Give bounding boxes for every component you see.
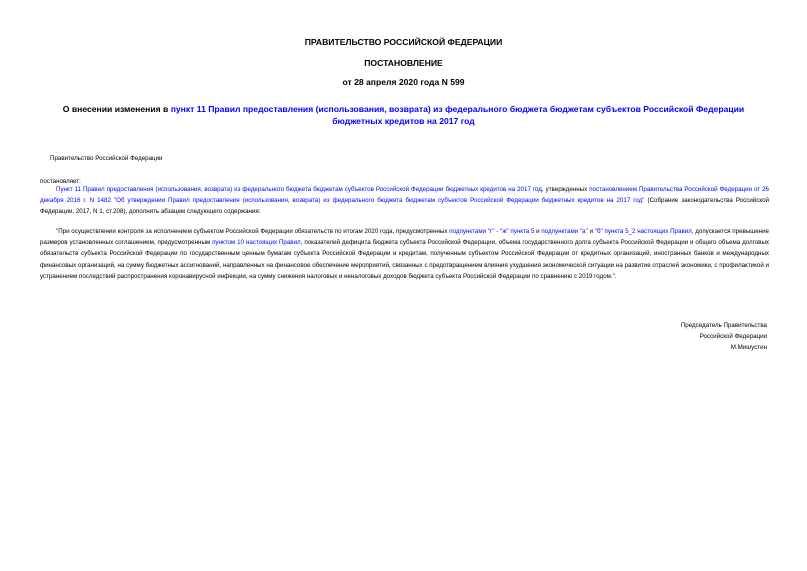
government-label: Правительство Российской Федерации <box>50 155 163 162</box>
point-10-link[interactable]: пунктом 10 настоящих Правил <box>212 239 301 247</box>
paragraph-1 <box>40 184 769 218</box>
p1-text-1: , утвержденных <box>541 186 590 193</box>
government-heading: ПРАВИТЕЛЬСТВО РОССИЙСКОЙ ФЕДЕРАЦИИ <box>304 37 503 47</box>
subpoints-g-zh-link[interactable]: подпунктами "г" - "ж" пункта 5 <box>449 228 535 235</box>
signature-title-line-1: Председатель Правительства <box>680 322 767 329</box>
date-number-heading: от 28 апреля 2020 года N 599 <box>342 77 465 87</box>
decides-label: постановляет: <box>40 178 81 185</box>
signature-title-line-2: Российской Федерации <box>699 333 767 341</box>
p2-text-3: и <box>587 228 595 235</box>
p2-text-5: , допускается превышение размеров установленных соглашением, предусмотренным <box>40 228 769 247</box>
p2-text-1: "При осуществлении контроля за исполнением субъектом Российской Федерации обязательств по итогам 2020 года, предусмотренных <box>56 228 450 235</box>
resolution-1482-link[interactable]: постановлением Правительства Российской Федерации от 26 декабря 2016 г. N 1482 "Об утверждении Правил предоставления (использования, возврата) из федерального бюджета бюджетам субъектов Российской Федерации бюджетных кредитов на 2017 год" <box>40 186 769 205</box>
p1-text-2: (Собрание законодательства Российской Федерации, 2017, N 1, ст.208), дополнить абзацем следующего содержания: <box>40 197 769 216</box>
rules-point-11-link[interactable]: Пункт 11 Правил предоставления (использования, возврата) из федерального бюджета бюджетам субъектов Российской Федерации бюджетных кредитов на 2017 год <box>56 186 542 193</box>
subpoints-a-link[interactable]: подпунктами "а" <box>541 228 588 235</box>
document-type-heading: ПОСТАНОВЛЕНИЕ <box>364 58 443 68</box>
point-5-2-link[interactable]: "б" пункта 5_2 <box>594 228 636 235</box>
these-rules-link[interactable]: настоящих Правил <box>637 228 692 235</box>
signature-name: М.Мишустин <box>730 344 767 352</box>
document-title <box>40 104 767 127</box>
p2-text-2: и <box>534 228 542 235</box>
p2-text-6: , показателей дефицита бюджета субъекта Российской Федерации, объема государственного долга субъекта Российской Федерации и общего объема долговых обязательств субъекта Российской Федерации по государственным ценным бумагам субъекта Российской Федерации и кредитам, полученным субъектом Российской Федерации от кредитных организаций, иностранных банков и международных финансовых организаций, на сумму бюджетных ассигнований, направленных на финансовое обеспечение мероприятий, связанных с предотвращением влияния ухудшения экономической ситуации на развитие отраслей экономики, с профилактикой и устранением последствий распространения коронавирусной инфекции, на сумму снижения налоговых и неналоговых доходов бюджета субъекта Российской Федерации по сравнению с 2019 годом.". <box>40 239 769 280</box>
title-link[interactable]: пункт 11 Правил предоставления (использования, возврата) из федерального бюджета бюджетам субъектов Российской Федерации бюджетных кредитов на 2017 год <box>170 104 745 126</box>
paragraph-2 <box>40 226 769 282</box>
signature-block <box>681 320 767 354</box>
title-prefix: О внесении изменения в <box>62 104 171 114</box>
